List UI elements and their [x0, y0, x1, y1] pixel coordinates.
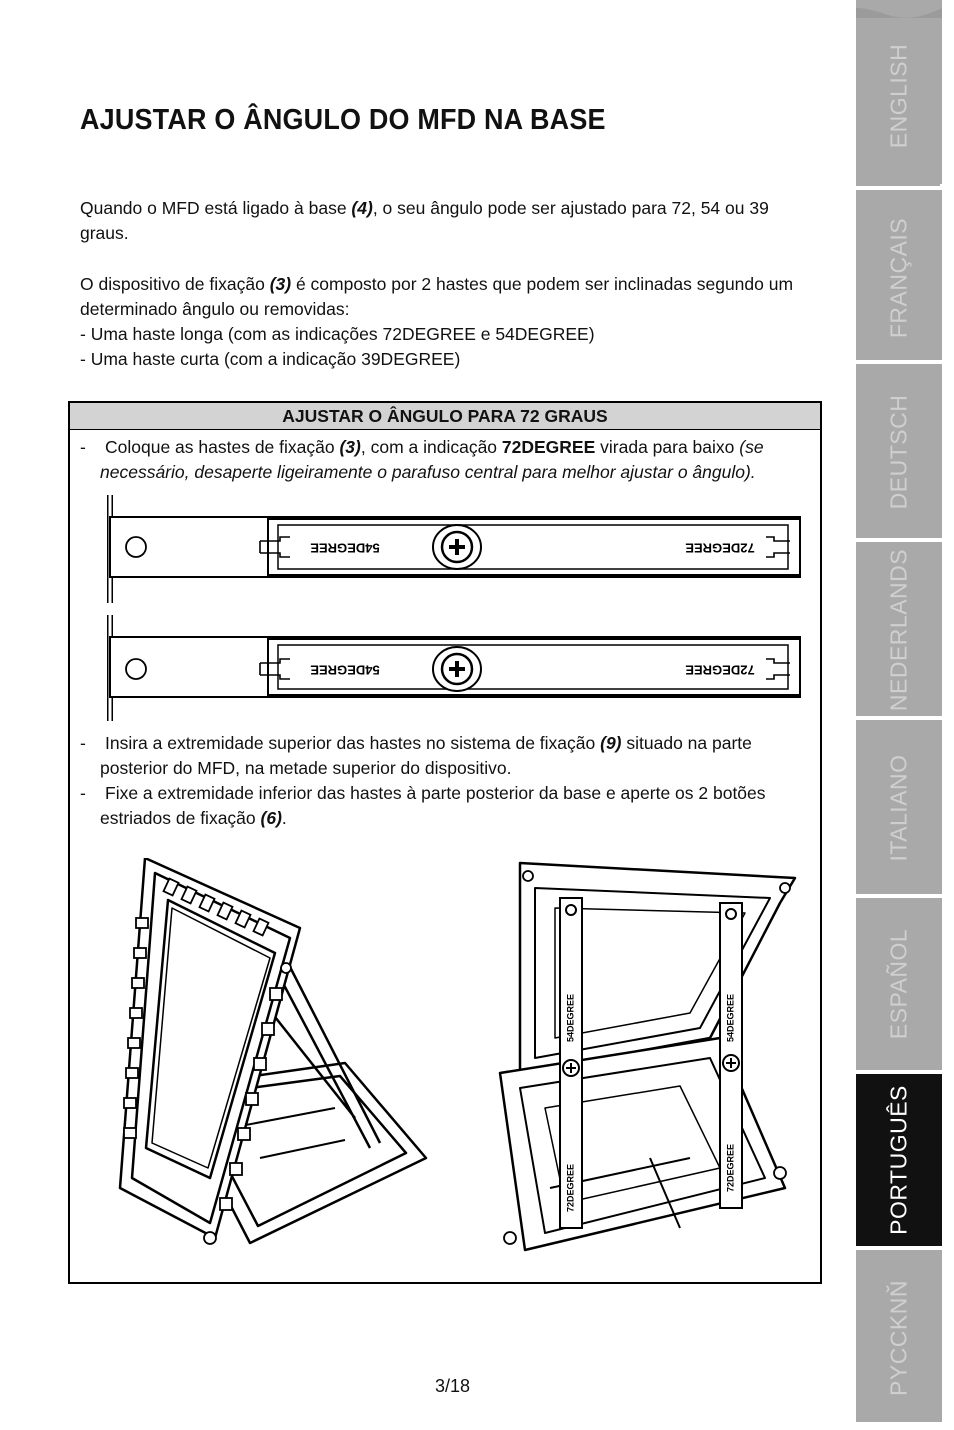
rear-rod-2-label-54: 54DEGREE [725, 993, 736, 1043]
rod-diagram-1 [90, 493, 810, 605]
instruction-box-title: AJUSTAR O ÂNGULO PARA 72 GRAUS [70, 403, 820, 430]
instruction-box [68, 401, 822, 1284]
language-tab-bar [856, 0, 954, 1430]
rod-2-label-72: 72DEGREE [685, 662, 755, 678]
tab-portugues[interactable]: PORTUGUÊS [885, 1085, 912, 1235]
page-number: 3/18 [435, 1376, 471, 1396]
instruction-step-1: - Coloque as hastes de fixação (3), com a indicação 72DEGREE virada para baixo (se necessário, desaperte ligeiramente o parafuso central para melhor ajustar o ângulo). [80, 437, 764, 482]
rod-2-label-54: 54DEGREE [310, 662, 380, 678]
tab-russian[interactable]: PYCCKNŇ [885, 1280, 912, 1396]
rear-rod-1-label-72: 72DEGREE [565, 1163, 576, 1213]
tab-francais[interactable]: FRANÇAIS [885, 217, 912, 339]
rod-diagram-2 [90, 613, 810, 725]
rear-rod-1-label-54: 54DEGREE [565, 993, 576, 1043]
tab-italiano[interactable]: ITALIANO [885, 754, 912, 862]
list-item-short-rod: - Uma haste curta (com a indicação 39DEGREE) [80, 349, 461, 369]
instruction-step-3: - Fixe a extremidade inferior das hastes à parte posterior da base e aperte os 2 botões estriados de fixação (6). [80, 783, 766, 828]
tab-espanol[interactable]: ESPAÑOL [885, 928, 912, 1040]
mfd-mounted-front-illustration [110, 858, 440, 1253]
instruction-step-2: - Insira a extremidade superior das hastes no sistema de fixação (9) situado na parte posterior do MFD, na metade superior do dispositivo. [80, 733, 752, 778]
rod-1-label-72: 72DEGREE [685, 540, 755, 556]
mfd-mounted-rear-illustration [490, 858, 805, 1253]
tab-english[interactable]: ENGLISH [885, 43, 912, 149]
intro-paragraph-2: O dispositivo de fixação (3) é composto por 2 hastes que podem ser inclinadas segundo um determinado ângulo ou removidas: - Uma haste longa (com as indicações 72DEGREE e 54DEGREE) - Uma haste curta (com a indicação 39DEGREE) [80, 272, 828, 372]
rod-1-label-54: 54DEGREE [310, 540, 380, 556]
page-title: AJUSTAR O ÂNGULO DO MFD NA BASE [80, 104, 606, 136]
list-item-long-rod: - Uma haste longa (com as indicações 72DEGREE e 54DEGREE) [80, 324, 595, 344]
rear-rod-2-label-72: 72DEGREE [725, 1143, 736, 1193]
tab-nederlands[interactable]: NEDERLANDS [885, 548, 912, 712]
tab-deutsch[interactable]: DEUTSCH [885, 394, 912, 510]
intro-paragraph-1: Quando o MFD está ligado à base (4), o seu ângulo pode ser ajustado para 72, 54 ou 39 graus. [80, 198, 769, 243]
